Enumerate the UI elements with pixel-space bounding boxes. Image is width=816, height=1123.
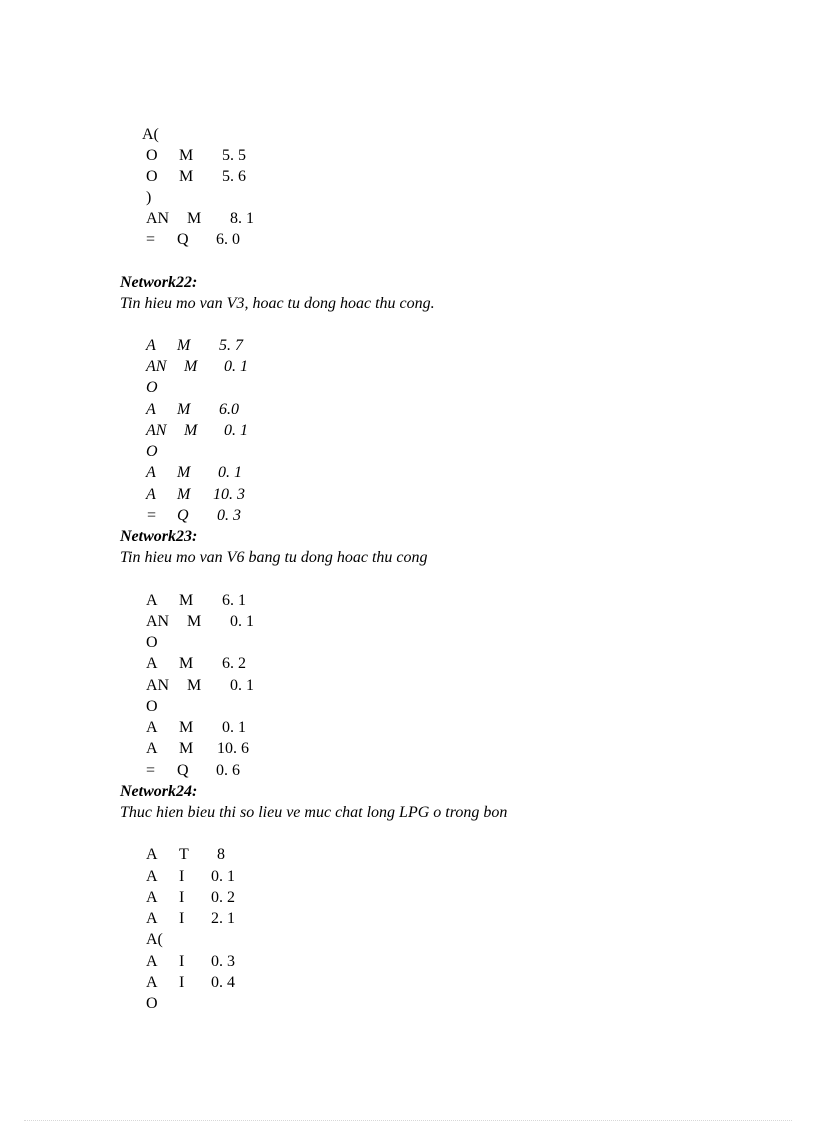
network-description: Tin hieu mo van V6 bang tu dong hoac thu cong xyxy=(120,549,428,566)
network-heading: Network23: xyxy=(120,528,198,545)
network-description: Thuc hien bieu thi so lieu ve muc chat long LPG o trong bon xyxy=(120,804,508,821)
document-page: A( O M 5. 5 O M 5. 6 ) AN M 8. 1 = Q 6. 0 Network22: Tin hieu mo van V3, hoac tu dong hoac thu cong. A M 5. 7 AN M 0. 1 O A M 6.0 AN M 0. 1 O A M 0. 1 A M 10. 3 = Q 0. 3 Network23: Tin hieu mo van V6 bang tu dong hoac thu cong A M 6. 1 AN M 0. 1 O A M 6. 2 AN M 0. 1 O A M 0. 1 A M 10. 6 = Q 0. 6 Network24: Thuc hien bieu thi so lieu ve muc chat long LPG o trong bon A T 8 A I 0. 1 A I 0. 2 A I 2. 1 A( A I 0. 3 A I 0. 4 O xyxy=(0,0,816,1123)
network-heading: Network24: xyxy=(120,783,198,800)
network-description: Tin hieu mo van V3, hoac tu dong hoac thu cong. xyxy=(120,295,435,312)
network-heading: Network22: xyxy=(120,274,198,291)
footer-divider xyxy=(24,1120,792,1121)
